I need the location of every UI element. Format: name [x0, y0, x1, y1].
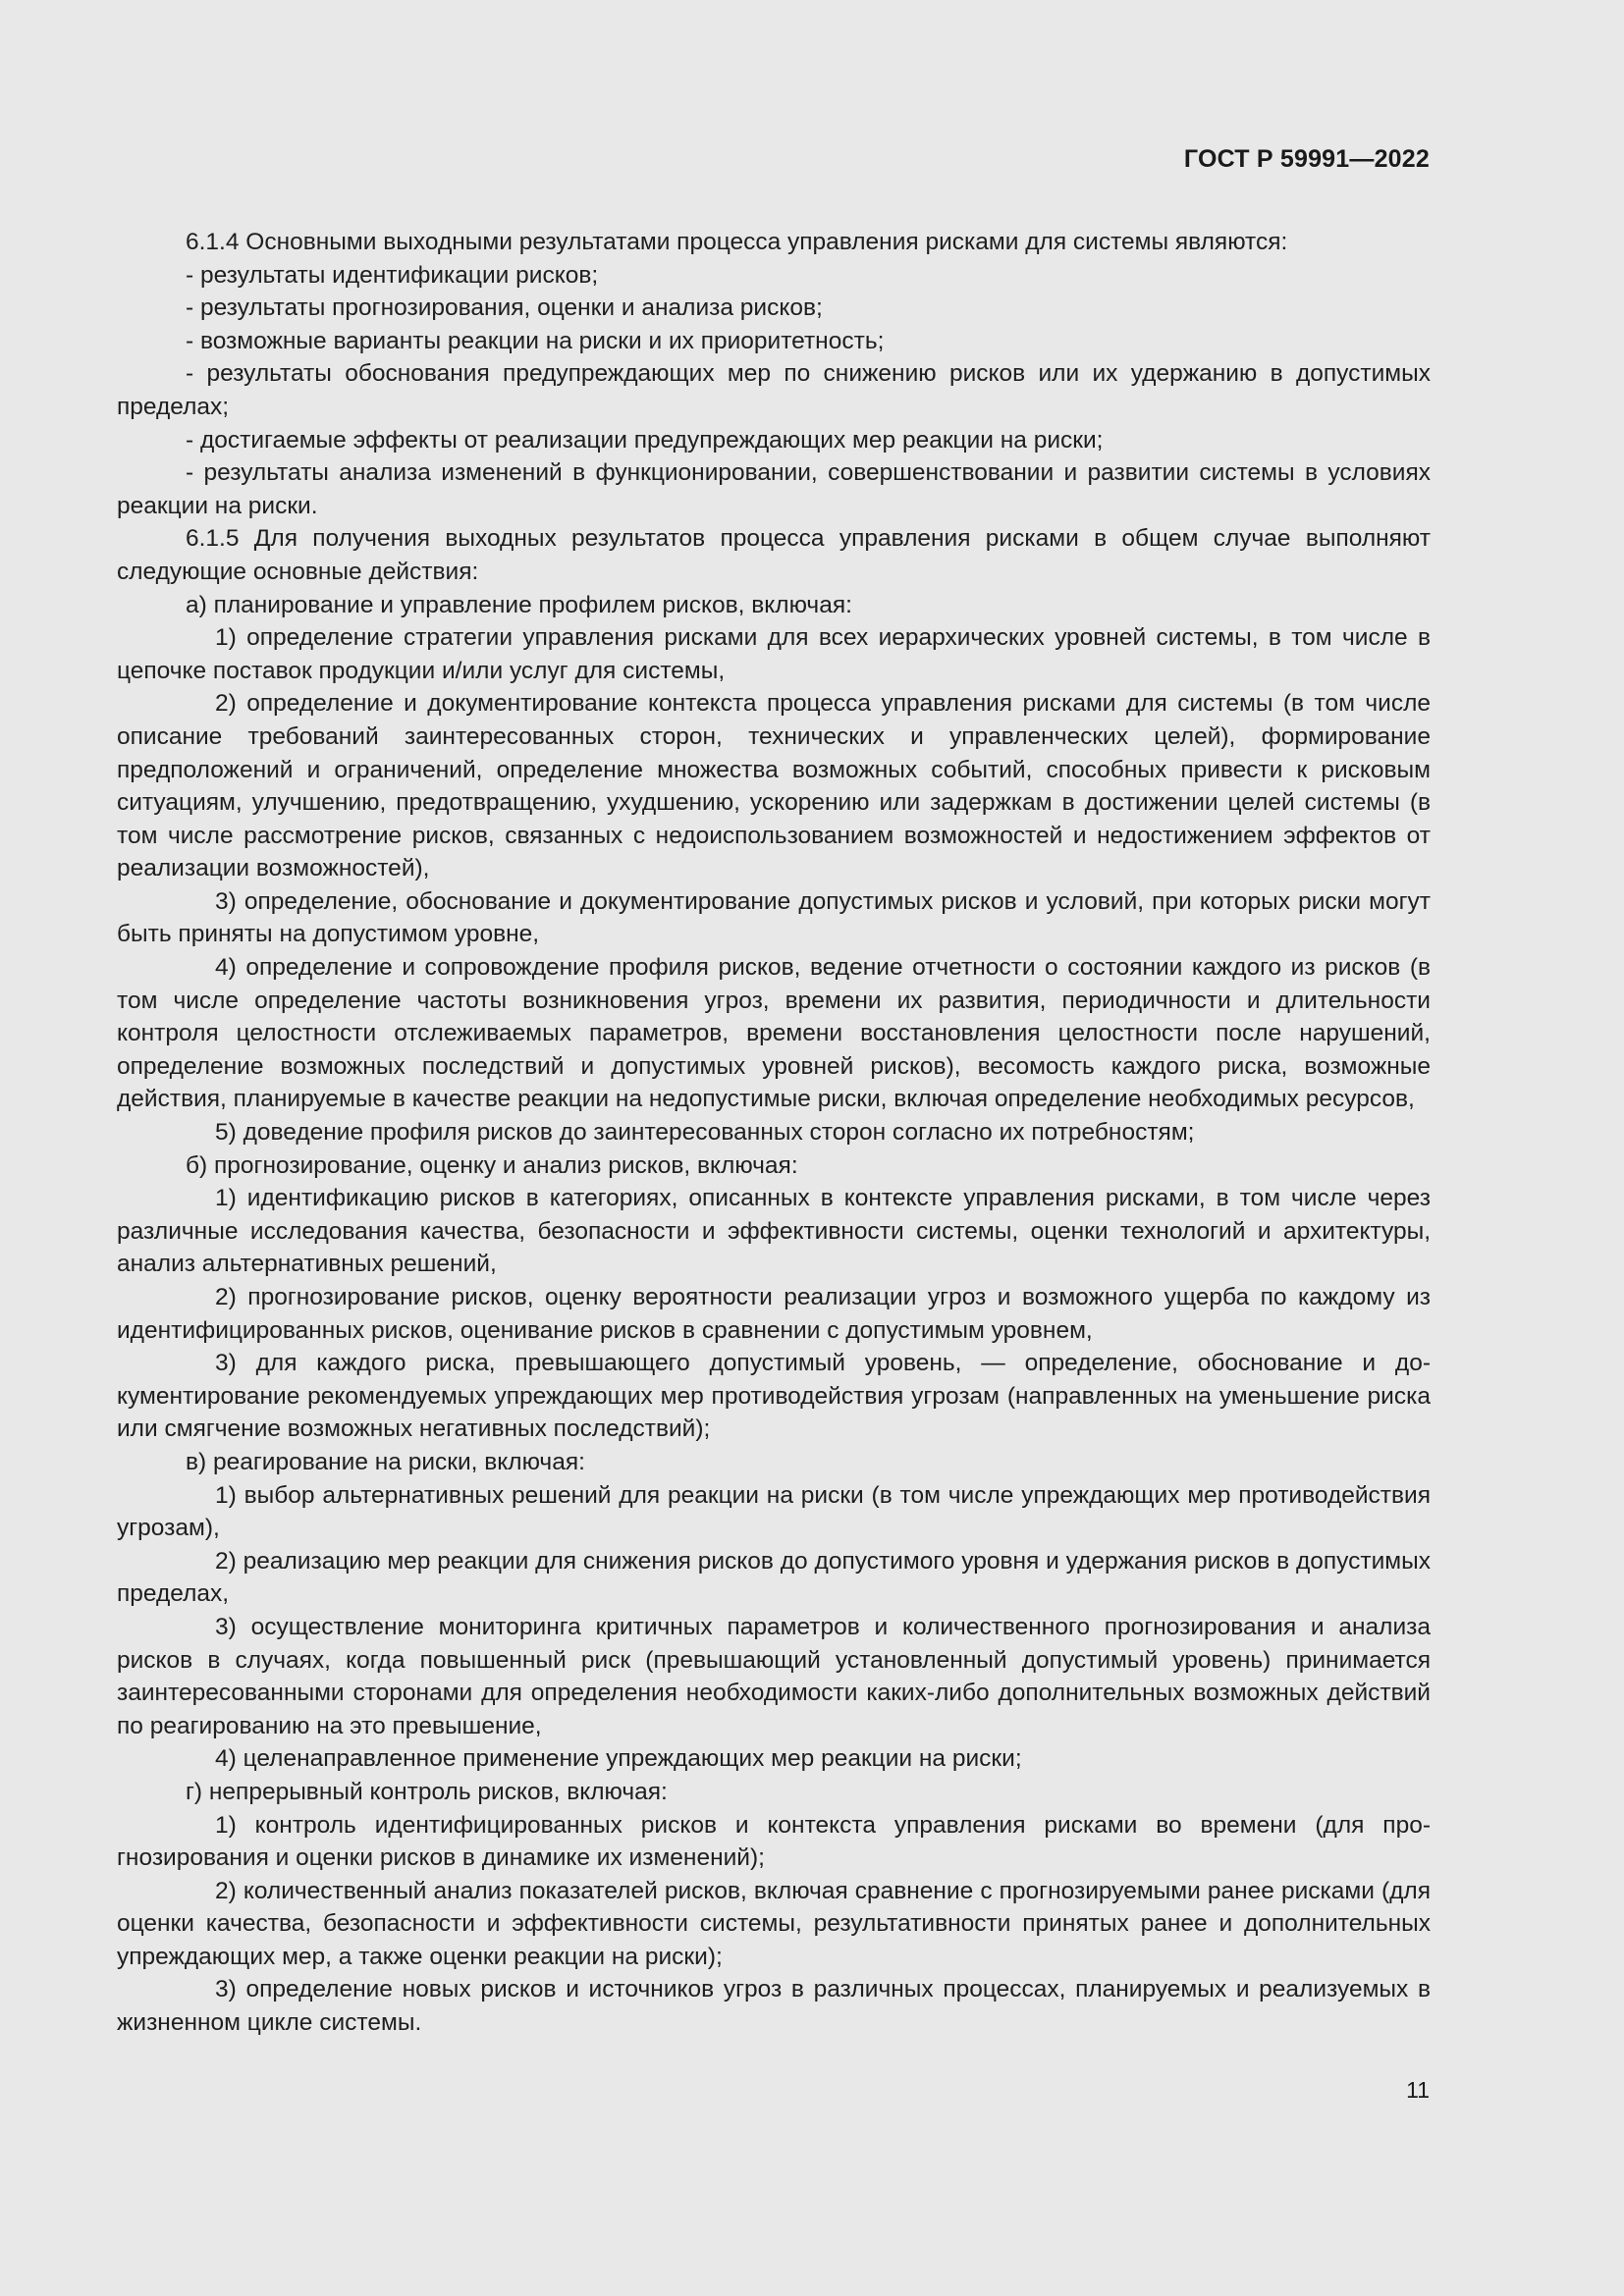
- list-item: - возможные варианты реакции на риски и их приоритетность;: [186, 327, 885, 354]
- list-item: в) реагирование на риски, включая:: [186, 1448, 585, 1475]
- list-item: а) планирование и управление профилем рисков, включая:: [186, 591, 852, 618]
- list-item: - результаты анализа изменений в функционировании, совершенствовании и развитии системы в условиях реакции на риски.: [117, 459, 1431, 519]
- sub-list-item: 1) выбор альтернативных решений для реакции на риски (в том числе упреждающих мер противодействия угрозам),: [117, 1481, 1431, 1542]
- list-item: - результаты обоснования предупреждающих мер по снижению рисков или их удержанию в допустимых пределах;: [117, 360, 1431, 420]
- document-code-header: ГОСТ Р 59991—2022: [1183, 145, 1430, 173]
- page-number: 11: [1406, 2077, 1430, 2103]
- sub-list-item: 3) для каждого риска, превышающего допустимый уровень, — определение, обоснование и документирование рекомендуемых упреждающих мер противодействия угрозам (направленных на уменьшение риска или смягчение возможных негативных последствий);: [117, 1350, 1431, 1443]
- paragraph: 6.1.4 Основными выходными результатами процесса управления рисками для системы являются:: [186, 229, 1288, 255]
- list-item: - результаты идентификации рисков;: [186, 261, 599, 289]
- sub-list-item: 5) доведение профиля рисков до заинтересованных сторон согласно их потребностям;: [215, 1119, 1195, 1147]
- sub-list-item: 4) определение и сопровождение профиля рисков, ведение отчетности о состоянии каждого из рисков (в том числе определение частоты возникновения угроз, времени их развития, периодичности и длительности контроля целостности отслеживаемых параметров, времени восстановления целостности после нарушений, определение возможных последствий и допустимых уровней рисков), весомость каждого риска, возможные действия, планируемые в качестве реакции на недопустимые риски, включая определение необходимых ресурсов,: [117, 954, 1431, 1113]
- sub-list-item: 3) определение, обоснование и документирование допустимых рисков и условий, при которых риски могут быть приняты на допустимом уровне,: [117, 887, 1431, 948]
- sub-list-item: 2) реализацию мер реакции для снижения рисков до допустимого уровня и удержания рисков в допустимых пределах,: [117, 1547, 1431, 1608]
- list-item: б) прогнозирование, оценку и анализ рисков, включая:: [186, 1151, 798, 1179]
- list-item: г) непрерывный контроль рисков, включая:: [186, 1778, 668, 1805]
- sub-list-item: 4) целенаправленное применение упреждающих мер реакции на риски;: [215, 1745, 1022, 1773]
- sub-list-item: 3) осуществление мониторинга критичных параметров и количественного прогнозирования и анализа рисков в случаях, когда повышенный риск (превышающий установленный допустимый уровень) принимается заинтересованными сторонами для определения необходимости каких-либо дополнительных возможных действий по реагированию на это превышение,: [117, 1613, 1431, 1739]
- sub-list-item: 3) определение новых рисков и источников угроз в различных процессах, планируемых и реализуемых в жизненном цикле системы.: [117, 1976, 1431, 2037]
- sub-list-item: 2) прогнозирование рисков, оценку вероятности реализации угроз и возможного ущерба по каждому из идентифицированных рисков, оценивание рисков в сравнении с допустимым уровнем,: [117, 1284, 1431, 1344]
- sub-list-item: 1) идентификацию рисков в категориях, описанных в контексте управления рисками, в том числе через различные исследования качества, безопасности и эффективности системы, оценки технологий и архитектуры, анализ альтернативных решений,: [117, 1185, 1431, 1278]
- list-item: - достигаемые эффекты от реализации предупреждающих мер реакции на риски;: [186, 426, 1104, 454]
- sub-list-item: 1) контроль идентифицированных рисков и контекста управления рисками во времени (для прогнозирования и оценки рисков в динамике их изменений);: [117, 1811, 1431, 1872]
- list-item: - результаты прогнозирования, оценки и анализа рисков;: [186, 294, 823, 322]
- document-body: [117, 226, 1431, 2040]
- sub-list-item: 1) определение стратегии управления рисками для всех иерархических уровней системы, в том числе в цепочке поставок продукции и/или услуг для системы,: [117, 624, 1431, 684]
- sub-list-item: 2) определение и документирование контекста процесса управления рисками для системы (в том числе описание требований заинтересованных сторон, технических и управленческих целей), формирование предположений и ограничений, определение множества возможных событий, способных привести к рисковым ситуациям, улучшению, предотвращению, ухудшению, ускорению или задержкам в достижении целей системы (в том числе рассмотрение рисков, связанных с недоиспользованием возможностей и недостижением эффектов от реализации возможностей),: [117, 690, 1431, 882]
- paragraph: 6.1.5 Для получения выходных результатов процесса управления рисками в общем случае выполняют следующие основные действия:: [117, 525, 1431, 585]
- sub-list-item: 2) количественный анализ показателей рисков, включая сравнение с прогнозируемыми ранее рисками (для оценки качества, безопасности и эффективности системы, результативности принятых ранее и дополнительных упреждающих мер, а также оценки реакции на риски);: [117, 1877, 1431, 1970]
